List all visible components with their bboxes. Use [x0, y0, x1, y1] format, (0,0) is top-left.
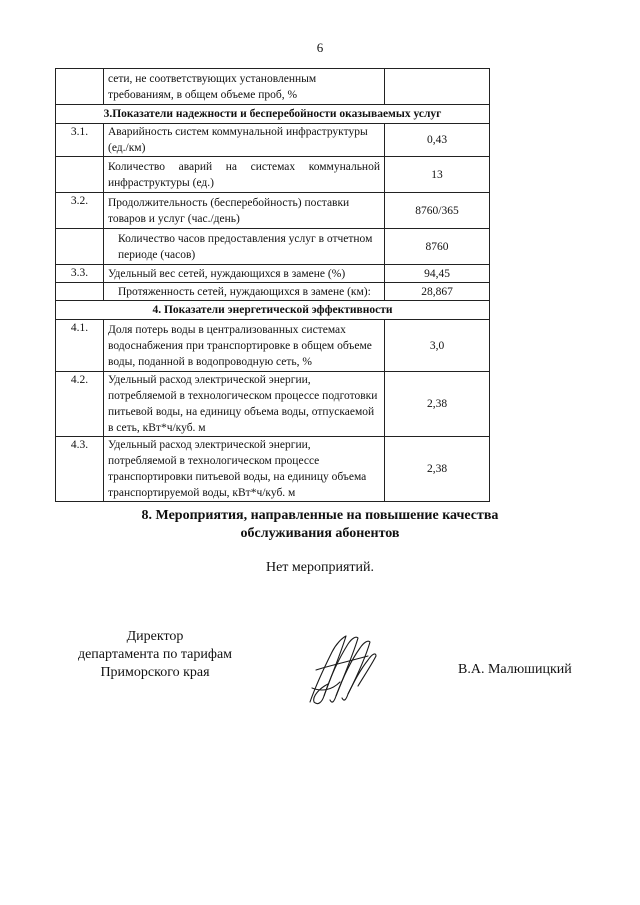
indicator-name: Количество аварий на системах коммунальной инфраструктуры (ед.)	[104, 157, 385, 193]
indicator-name: Удельный расход электрической энергии, потребляемой в технологическом процессе транспортировки питьевой воды, на единицу объема транспортируемой воды, кВт*ч/куб. м	[104, 437, 385, 502]
indicator-value: 8760/365	[385, 193, 490, 229]
row-number: 3.1.	[56, 124, 104, 157]
section-row	[56, 105, 490, 124]
table-row	[56, 193, 490, 229]
section-title: 3.Показатели надежности и бесперебойности оказываемых услуг	[56, 105, 490, 124]
table-row	[56, 320, 490, 372]
indicator-value: 28,867	[385, 283, 490, 301]
indicator-name: Аварийность систем коммунальной инфраструктуры (ед./км)	[104, 124, 385, 157]
indicator-value: 13	[385, 157, 490, 193]
table-row	[56, 437, 490, 502]
table-row	[56, 283, 490, 301]
table-row	[56, 229, 490, 265]
indicator-value: 3,0	[385, 320, 490, 372]
table-row	[56, 265, 490, 283]
row-number: 3.2.	[56, 193, 104, 229]
row-number: 3.3.	[56, 265, 104, 283]
indicator-name: Удельный расход электрической энергии, потребляемой в технологическом процессе подготовки питьевой воды, на единицу объема воды, отпускаемой в сеть, кВт*ч/куб. м	[104, 372, 385, 437]
section-8-heading	[0, 507, 640, 543]
table-row	[56, 372, 490, 437]
indicator-value: 0,43	[385, 124, 490, 157]
row-number: 4.2.	[56, 372, 104, 437]
section-8-heading-line: 8. Мероприятия, направленные на повышение качества	[141, 508, 499, 523]
no-measures-text: Нет мероприятий.	[265, 560, 375, 575]
section-8-heading-line: обслуживания абонентов	[240, 526, 400, 541]
handwritten-signature-icon	[302, 630, 382, 710]
indicator-value: 2,38	[385, 372, 490, 437]
table-row	[56, 124, 490, 157]
signer-name: В.А. Малюшицкий	[458, 662, 572, 677]
row-number: 4.3.	[56, 437, 104, 502]
row-number	[56, 283, 104, 301]
indicator-name: сети, не соответствующих установленным требованиям, в общем объеме проб, %	[104, 69, 385, 105]
indicator-value: 94,45	[385, 265, 490, 283]
indicator-name: Удельный вес сетей, нуждающихся в замене (%)	[104, 265, 385, 283]
page-number: 6	[316, 40, 324, 55]
indicator-value	[385, 69, 490, 105]
signer-title	[30, 628, 280, 682]
section-title: 4. Показатели энергетической эффективности	[56, 301, 490, 320]
signer-title-line: департамента по тарифам	[77, 647, 233, 662]
indicator-name: Продолжительность (бесперебойность) поставки товаров и услуг (час./день)	[104, 193, 385, 229]
indicator-value: 8760	[385, 229, 490, 265]
indicator-name: Протяженность сетей, нуждающихся в замене (км):	[104, 283, 385, 301]
row-number	[56, 157, 104, 193]
signer-title-line: Директор	[126, 629, 184, 644]
indicator-name: Количество часов предоставления услуг в отчетном периоде (часов)	[104, 229, 385, 265]
row-number	[56, 229, 104, 265]
table-row	[56, 157, 490, 193]
row-number	[56, 69, 104, 105]
indicator-name: Доля потерь воды в централизованных системах водоснабжения при транспортировке в общем объеме воды, поданной в водопроводную сеть, %	[104, 320, 385, 372]
signer-title-line: Приморского края	[100, 665, 210, 680]
indicators-table	[55, 68, 490, 502]
section-row	[56, 301, 490, 320]
indicator-value: 2,38	[385, 437, 490, 502]
table-row	[56, 69, 490, 105]
row-number: 4.1.	[56, 320, 104, 372]
